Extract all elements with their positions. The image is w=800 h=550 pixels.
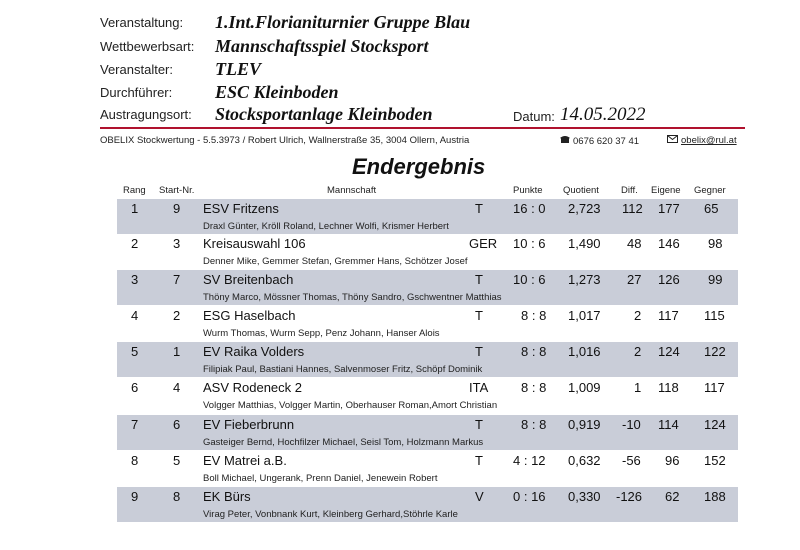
rang-cell: 1 xyxy=(131,201,139,216)
header-value: Mannschaftsspiel Stocksport xyxy=(215,36,429,56)
col-start-nr: Start-Nr. xyxy=(159,185,195,196)
punkte-cell: 4 : 12 xyxy=(513,453,546,468)
rang-cell: 8 xyxy=(131,453,139,468)
rang-cell: 6 xyxy=(131,380,139,395)
team-name: ESG Haselbach xyxy=(203,308,296,323)
team-members: Filipiak Paul, Bastiani Hannes, Salvenmoser Fritz, Schöpf Dominik xyxy=(203,364,483,375)
start-nr-cell: 5 xyxy=(173,453,181,468)
team-members: Denner Mike, Gemmer Stefan, Gremmer Hans, Schötzer Josef xyxy=(203,256,468,267)
header-value: ESC Kleinboden xyxy=(215,82,339,102)
team-name: EK Bürs xyxy=(203,489,251,504)
eigene-cell: 117 xyxy=(658,308,679,323)
col-diff: Diff. xyxy=(621,185,638,196)
gegner-cell: 124 xyxy=(704,417,726,432)
table-row xyxy=(117,378,738,413)
punkte-cell: 8 : 8 xyxy=(521,344,547,359)
nation-cell: T xyxy=(475,272,483,287)
rang-cell: 9 xyxy=(131,489,139,504)
email-contact xyxy=(667,135,737,146)
diff-cell: 2 xyxy=(634,344,642,359)
nation-cell: T xyxy=(475,308,483,323)
header-row-durchfuehrer xyxy=(100,82,750,106)
diff-cell: -56 xyxy=(622,453,641,468)
start-nr-cell: 4 xyxy=(173,380,181,395)
gegner-cell: 115 xyxy=(704,308,725,323)
team-members: Draxl Günter, Kröll Roland, Lechner Wolfi, Krismer Herbert xyxy=(203,221,449,232)
header-value: TLEV xyxy=(215,59,262,79)
team-name: EV Matrei a.B. xyxy=(203,453,287,468)
eigene-cell: 126 xyxy=(658,272,680,287)
quotient-cell: 0,632 xyxy=(568,453,601,468)
table-row xyxy=(117,415,738,450)
punkte-cell: 8 : 8 xyxy=(521,308,547,323)
header-label: Veranstalter: xyxy=(100,62,173,77)
team-name: EV Fieberbrunn xyxy=(203,417,295,432)
table-row xyxy=(117,270,738,305)
mail-icon xyxy=(667,135,678,146)
team-name: ESV Fritzens xyxy=(203,201,279,216)
phone-icon xyxy=(560,135,570,147)
header-label: Austragungsort: xyxy=(100,107,192,122)
eigene-cell: 146 xyxy=(658,236,680,251)
eigene-cell: 114 xyxy=(658,417,679,432)
team-members: Boll Michael, Ungerank, Prenn Daniel, Jenewein Robert xyxy=(203,473,438,484)
team-members: Thöny Marco, Mössner Thomas, Thöny Sandro, Gschwentner Matthias xyxy=(203,292,502,303)
table-row xyxy=(117,306,738,341)
diff-cell: 27 xyxy=(627,272,642,287)
gegner-cell: 152 xyxy=(704,453,726,468)
col-quotient: Quotient xyxy=(563,185,599,196)
date-label: Datum: xyxy=(513,109,555,124)
quotient-cell: 0,330 xyxy=(568,489,601,504)
quotient-cell: 0,919 xyxy=(568,417,601,432)
punkte-cell: 10 : 6 xyxy=(513,236,546,251)
header-divider xyxy=(100,127,745,129)
diff-cell: -10 xyxy=(622,417,641,432)
quotient-cell: 1,273 xyxy=(568,272,601,287)
table-row xyxy=(117,487,738,522)
team-name: EV Raika Volders xyxy=(203,344,305,359)
nation-cell: T xyxy=(475,344,483,359)
email-address[interactable]: obelix@rul.at xyxy=(681,135,737,146)
punkte-cell: 8 : 8 xyxy=(521,380,547,395)
gegner-cell: 117 xyxy=(704,380,725,395)
col-gegner: Gegner xyxy=(694,185,726,196)
nation-cell: T xyxy=(475,453,483,468)
team-members: Volgger Matthias, Volgger Martin, Oberhauser Roman,Amort Christian xyxy=(203,400,498,411)
gegner-cell: 122 xyxy=(704,344,726,359)
rang-cell: 4 xyxy=(131,308,139,323)
nation-cell: T xyxy=(475,201,483,216)
header-label: Wettbewerbsart: xyxy=(100,39,195,54)
start-nr-cell: 9 xyxy=(173,201,181,216)
rang-cell: 2 xyxy=(131,236,139,251)
col-eigene: Eigene xyxy=(651,185,681,196)
col-mannschaft: Mannschaft xyxy=(327,185,377,196)
team-name: SV Breitenbach xyxy=(203,272,294,287)
diff-cell: -126 xyxy=(616,489,643,504)
gegner-cell: 188 xyxy=(704,489,726,504)
start-nr-cell: 6 xyxy=(173,417,181,432)
team-members: Wurm Thomas, Wurm Sepp, Penz Johann, Hanser Alois xyxy=(203,328,440,339)
quotient-cell: 2,723 xyxy=(568,201,601,216)
gegner-cell: 65 xyxy=(704,201,719,216)
eigene-cell: 62 xyxy=(665,489,680,504)
phone-number: 0676 620 37 41 xyxy=(573,136,640,147)
diff-cell: 48 xyxy=(627,236,642,251)
header-label: Durchführer: xyxy=(100,85,173,100)
header-row-wettbewerbsart xyxy=(100,36,750,60)
team-members: Gasteiger Bernd, Hochfilzer Michael, Seisl Tom, Holzmann Markus xyxy=(203,437,484,448)
header-row-veranstalter xyxy=(100,59,750,83)
punkte-cell: 16 : 0 xyxy=(513,201,546,216)
header-value: Stocksportanlage Kleinboden xyxy=(215,104,433,124)
eigene-cell: 177 xyxy=(658,201,680,216)
header-row-austragungsort xyxy=(100,104,750,128)
table-row xyxy=(117,234,738,269)
col-punkte: Punkte xyxy=(513,185,543,196)
start-nr-cell: 1 xyxy=(173,344,181,359)
team-name: Kreisauswahl 106 xyxy=(203,236,306,251)
rang-cell: 3 xyxy=(131,272,139,287)
gegner-cell: 99 xyxy=(708,272,723,287)
quotient-cell: 1,016 xyxy=(568,344,601,359)
eigene-cell: 124 xyxy=(658,344,680,359)
rang-cell: 7 xyxy=(131,417,139,432)
quotient-cell: 1,017 xyxy=(568,308,601,323)
punkte-cell: 0 : 16 xyxy=(513,489,546,504)
header-row-veranstaltung xyxy=(100,12,750,36)
phone-contact xyxy=(560,135,639,147)
col-rang: Rang xyxy=(123,185,146,196)
start-nr-cell: 2 xyxy=(173,308,181,323)
team-name: ASV Rodeneck 2 xyxy=(203,380,303,395)
quotient-cell: 1,009 xyxy=(568,380,601,395)
punkte-cell: 10 : 6 xyxy=(513,272,546,287)
table-row xyxy=(117,199,738,234)
table-row xyxy=(117,342,738,377)
start-nr-cell: 8 xyxy=(173,489,181,504)
eigene-cell: 118 xyxy=(658,380,679,395)
punkte-cell: 8 : 8 xyxy=(521,417,547,432)
date-value: 14.05.2022 xyxy=(560,104,646,125)
gegner-cell: 98 xyxy=(708,236,723,251)
nation-cell: T xyxy=(475,417,483,432)
eigene-cell: 96 xyxy=(665,453,680,468)
header-value: 1.Int.Florianiturnier Gruppe Blau xyxy=(215,12,471,32)
start-nr-cell: 3 xyxy=(173,236,181,251)
quotient-cell: 1,490 xyxy=(568,236,601,251)
start-nr-cell: 7 xyxy=(173,272,181,287)
diff-cell: 1 xyxy=(634,380,642,395)
diff-cell: 2 xyxy=(634,308,642,323)
team-members: Virag Peter, Vonbnank Kurt, Kleinberg Gerhard,Stöhrle Karle xyxy=(203,509,458,520)
nation-cell: ITA xyxy=(469,380,489,395)
rang-cell: 5 xyxy=(131,344,139,359)
header-label: Veranstaltung: xyxy=(100,15,184,30)
diff-cell: 112 xyxy=(622,201,643,216)
table-row xyxy=(117,451,738,486)
software-info: OBELIX Stockwertung - 5.5.3973 / Robert Ulrich, Wallnerstraße 35, 3004 Ollern, Austria xyxy=(100,135,470,146)
nation-cell: GER xyxy=(469,236,498,251)
page-title: Endergebnis xyxy=(352,154,486,179)
nation-cell: V xyxy=(475,489,484,504)
